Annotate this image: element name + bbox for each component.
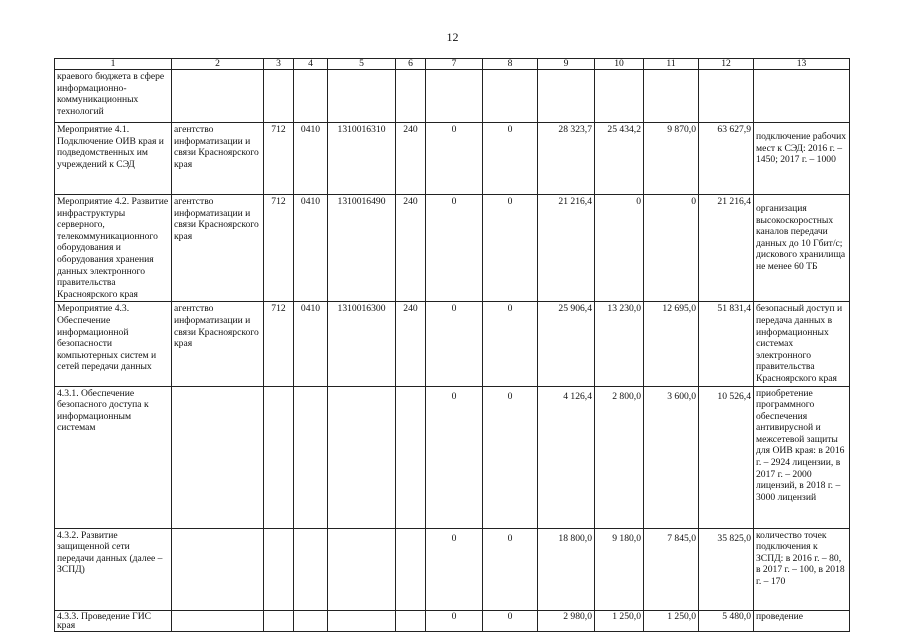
table-cell-col11 (644, 70, 699, 123)
table-cell-col7: 0 (426, 302, 483, 386)
table-cell-col8 (483, 70, 538, 123)
table-row (55, 610, 850, 631)
page-number: 12 (446, 30, 459, 44)
table-cell-col13: организация высокоскоростных каналов передачи данных до 10 Гбит/с; дискового хранилища не менее 60 ТБ (754, 195, 850, 302)
header-row (55, 59, 850, 70)
table-cell-col13: проведение (754, 610, 850, 631)
table-row (55, 123, 850, 195)
table-cell-col6: 240 (396, 195, 426, 302)
table-cell-col1: 4.3.1. Обеспечение безопасного доступа к информационным системам (55, 386, 172, 528)
table-cell-col10: 0 (595, 195, 644, 302)
table-row (55, 528, 850, 610)
table-cell-col8: 0 (483, 123, 538, 195)
table-cell-col5 (328, 610, 396, 631)
table-cell-col7 (426, 70, 483, 123)
table-cell-col7: 0 (426, 195, 483, 302)
table-cell-col5 (328, 528, 396, 610)
table-cell-col6 (396, 610, 426, 631)
table-cell-col3: 712 (264, 195, 294, 302)
table-cell-col10 (595, 70, 644, 123)
table-cell-col13: приобретение программного обеспечения антивирусной и межсетевой защиты для ОИВ края: в 2016 г. – 2924 лицензии, в 2017 г. – 2000 лицензий, в 2018 г. – 3000 лицензий (754, 386, 850, 528)
table-cell-col12 (699, 70, 754, 123)
table-cell-col2 (172, 70, 264, 123)
table-cell-col3 (264, 610, 294, 631)
table-cell-col6: 240 (396, 302, 426, 386)
table-cell-col2: агентство информатизации и связи Красноярского края (172, 195, 264, 302)
table-cell-col9: 21 216,4 (538, 195, 595, 302)
table-cell-col4 (294, 528, 328, 610)
column-header: 4 (294, 59, 328, 70)
table-cell-col7: 0 (426, 610, 483, 631)
column-header: 2 (172, 59, 264, 70)
table-cell-col2 (172, 386, 264, 528)
table-cell-col6 (396, 386, 426, 528)
table-cell-col7: 0 (426, 528, 483, 610)
table-cell-col11: 1 250,0 (644, 610, 699, 631)
table-cell-col4 (294, 610, 328, 631)
table-cell-col1: краевого бюджета в сфере информационно-коммуникационных технологий (55, 70, 172, 123)
table-cell-col12: 63 627,9 (699, 123, 754, 195)
column-header: 9 (538, 59, 595, 70)
table-cell-col5: 1310016310 (328, 123, 396, 195)
table-cell-col5: 1310016300 (328, 302, 396, 386)
table-cell-col9: 18 800,0 (538, 528, 595, 610)
table-row (55, 302, 850, 386)
table-cell-col9: 2 980,0 (538, 610, 595, 631)
column-header: 3 (264, 59, 294, 70)
table-cell-col5: 1310016490 (328, 195, 396, 302)
table-cell-col11: 7 845,0 (644, 528, 699, 610)
table-cell-col2 (172, 528, 264, 610)
table-cell-col13: безопасный доступ и передача данных в информационных системах электронного правительства Красноярского края (754, 302, 850, 386)
table-cell-col3: 712 (264, 123, 294, 195)
table-cell-col2 (172, 610, 264, 631)
table-cell-col4: 0410 (294, 123, 328, 195)
column-header: 1 (55, 59, 172, 70)
column-header: 12 (699, 59, 754, 70)
table-cell-col8: 0 (483, 528, 538, 610)
table-cell-col7: 0 (426, 386, 483, 528)
table-cell-col11: 0 (644, 195, 699, 302)
table-cell-col3 (264, 528, 294, 610)
table-cell-col1: Мероприятие 4.1. Подключение ОИВ края и подведомственных им учреждений к СЭД (55, 123, 172, 195)
table-row (55, 70, 850, 123)
table-cell-col10: 9 180,0 (595, 528, 644, 610)
table-cell-col13: подключение рабочих мест к СЭД: 2016 г. – 1450; 2017 г. – 1000 (754, 123, 850, 195)
table-cell-col11: 3 600,0 (644, 386, 699, 528)
column-header: 7 (426, 59, 483, 70)
table-cell-col11: 12 695,0 (644, 302, 699, 386)
table-cell-col4 (294, 70, 328, 123)
table-cell-col7: 0 (426, 123, 483, 195)
table-cell-col5 (328, 386, 396, 528)
table-cell-col11: 9 870,0 (644, 123, 699, 195)
column-header: 10 (595, 59, 644, 70)
table-cell-col8: 0 (483, 610, 538, 631)
table-cell-col13 (754, 70, 850, 123)
table-cell-col6 (396, 70, 426, 123)
table-cell-col6: 240 (396, 123, 426, 195)
table-row (55, 386, 850, 528)
table-cell-col10: 13 230,0 (595, 302, 644, 386)
table-cell-col9: 4 126,4 (538, 386, 595, 528)
table-cell-col10: 1 250,0 (595, 610, 644, 631)
table-cell-col12: 10 526,4 (699, 386, 754, 528)
table-cell-col10: 25 434,2 (595, 123, 644, 195)
column-header: 8 (483, 59, 538, 70)
column-header: 11 (644, 59, 699, 70)
column-header: 6 (396, 59, 426, 70)
table-cell-col12: 5 480,0 (699, 610, 754, 631)
table-cell-col3 (264, 386, 294, 528)
table-cell-col5 (328, 70, 396, 123)
table-cell-col6 (396, 528, 426, 610)
table-cell-col12: 21 216,4 (699, 195, 754, 302)
column-header: 5 (328, 59, 396, 70)
budget-table (54, 58, 850, 632)
column-header: 13 (754, 59, 850, 70)
table-cell-col10: 2 800,0 (595, 386, 644, 528)
table-cell-col4: 0410 (294, 302, 328, 386)
table-cell-col12: 35 825,0 (699, 528, 754, 610)
table-cell-col9: 28 323,7 (538, 123, 595, 195)
table-cell-col8: 0 (483, 195, 538, 302)
table-cell-col3: 712 (264, 302, 294, 386)
table-row (55, 195, 850, 302)
table-cell-col1: Мероприятие 4.2. Развитие инфраструктуры серверного, телекоммуникационного оборудования и оборудования хранения данных электронного правительства Красноярского края (55, 195, 172, 302)
table-cell-col2: агентство информатизации и связи Красноярского края (172, 123, 264, 195)
table-cell-col8: 0 (483, 302, 538, 386)
table-cell-col9: 25 906,4 (538, 302, 595, 386)
table-cell-col2: агентство информатизации и связи Красноярского края (172, 302, 264, 386)
table-cell-col1: Мероприятие 4.3. Обеспечение информационной безопасности компьютерных систем и сетей передачи данных (55, 302, 172, 386)
table-cell-col13: количество точек подключения к ЗСПД: в 2016 г. – 80, в 2017 г. – 100, в 2018 г. – 170 (754, 528, 850, 610)
table-cell-col3 (264, 70, 294, 123)
table-cell-col9 (538, 70, 595, 123)
table-cell-col4 (294, 386, 328, 528)
table-cell-col1: 4.3.2. Развитие защищенной сети передачи данных (далее – ЗСПД) (55, 528, 172, 610)
table-cell-col4: 0410 (294, 195, 328, 302)
table-cell-col8: 0 (483, 386, 538, 528)
table-cell-col12: 51 831,4 (699, 302, 754, 386)
table-cell-col1: 4.3.3. Проведение ГИС края (55, 610, 172, 631)
